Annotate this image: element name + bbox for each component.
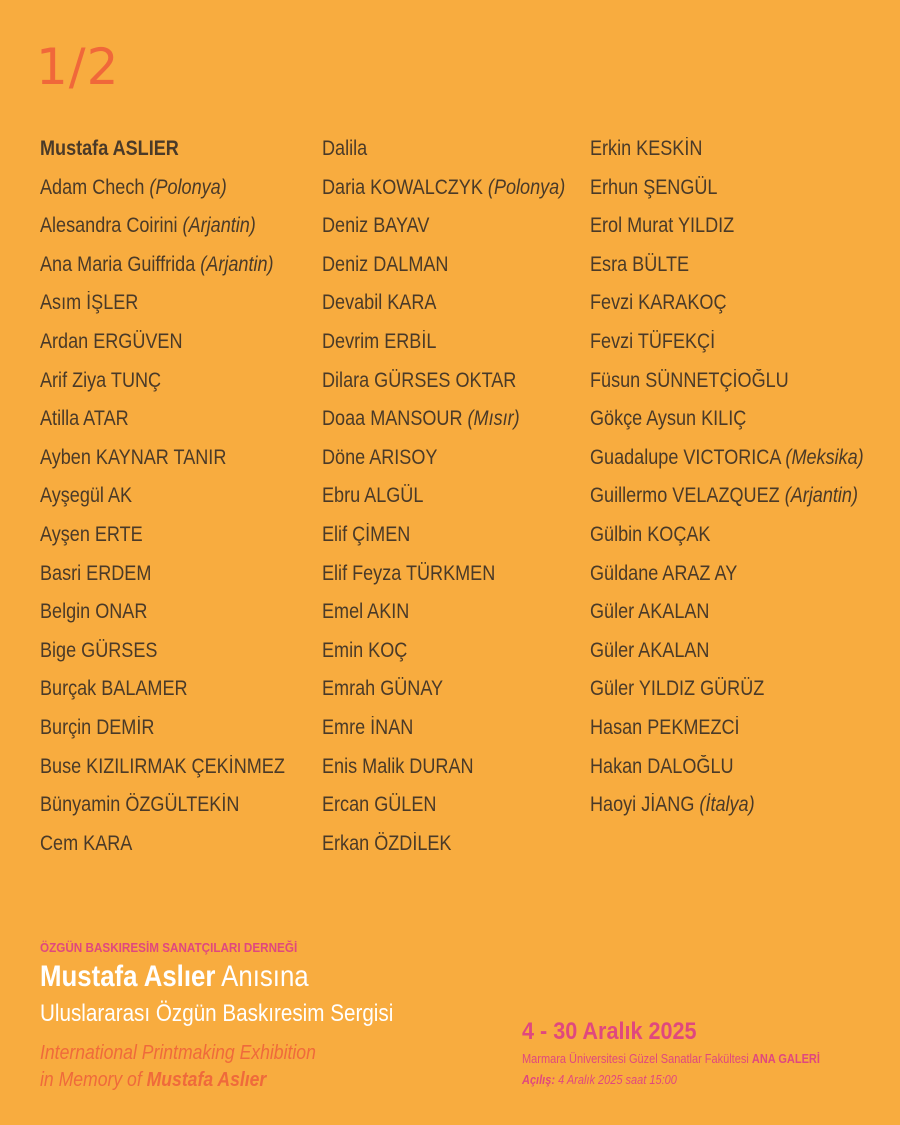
title-rest: Anısına	[221, 960, 309, 993]
artist-list-item	[40, 709, 285, 748]
artist-list-item	[40, 555, 285, 594]
artist-list-item	[40, 439, 285, 478]
artist-name: Atilla ATAR	[40, 407, 129, 431]
venue	[522, 1052, 820, 1066]
artist-name: Güler AKALAN	[590, 600, 710, 624]
artist-list-item	[40, 207, 285, 246]
artist-list-item	[40, 748, 285, 787]
artist-list-item	[40, 670, 285, 709]
artist-name: Belgin ONAR	[40, 600, 148, 624]
artist-name: Hakan DALOĞLU	[590, 754, 734, 778]
english-title-line-2	[40, 1069, 266, 1092]
artist-name: Ayşegül AK	[40, 484, 133, 508]
artist-list-item	[40, 246, 285, 285]
artist-list-column-1	[40, 130, 325, 863]
artist-list-item	[590, 130, 864, 169]
artist-list-item	[322, 670, 565, 709]
artist-list-item	[40, 593, 285, 632]
artist-name: Ercan GÜLEN	[322, 793, 437, 817]
artist-name: Guadalupe VICTORICA	[590, 445, 781, 469]
artist-list-column-3	[590, 130, 900, 825]
title-honoree: Mustafa Aslıer	[40, 960, 216, 993]
artist-list-item	[40, 632, 285, 671]
artist-list-item	[590, 323, 864, 362]
artist-country: (İtalya)	[699, 793, 755, 817]
artist-list-item	[590, 516, 864, 555]
english-title-honoree: Mustafa Aslıer	[146, 1069, 267, 1091]
artist-list-item	[590, 670, 864, 709]
artist-name: Bige GÜRSES	[40, 638, 158, 662]
artist-list-item	[590, 786, 864, 825]
artist-name: Burçin DEMİR	[40, 715, 155, 739]
artist-list-item	[590, 709, 864, 748]
artist-name: Basri ERDEM	[40, 561, 152, 585]
artist-name: Ayben KAYNAR TANIR	[40, 445, 227, 469]
artist-country: (Mısır)	[467, 407, 520, 431]
exhibition-title	[40, 960, 309, 994]
artist-list-item	[40, 825, 285, 864]
venue-gallery: ANA GALERİ	[751, 1052, 820, 1066]
artist-list-item	[590, 593, 864, 632]
artist-list-item	[590, 632, 864, 671]
artist-name: Döne ARISOY	[322, 445, 438, 469]
artist-list-item	[322, 284, 565, 323]
artist-name: Daria KOWALCZYK	[322, 175, 483, 199]
artist-list-item	[322, 632, 565, 671]
artist-list-item	[40, 516, 285, 555]
artist-name: Dilara GÜRSES OKTAR	[322, 368, 517, 392]
artist-name: Arif Ziya TUNÇ	[40, 368, 162, 392]
opening-time: 4 Aralık 2025 saat 15:00	[558, 1073, 677, 1087]
artist-name: Burçak BALAMER	[40, 677, 188, 701]
artist-name: Erkan ÖZDİLEK	[322, 831, 452, 855]
artist-list-item	[590, 362, 864, 401]
artist-country: (Arjantin)	[182, 214, 256, 238]
artist-country: (Meksika)	[785, 445, 864, 469]
artist-name: Alesandra Coirini	[40, 214, 178, 238]
artist-name: Güler AKALAN	[590, 638, 710, 662]
artist-name: Fevzi TÜFEKÇİ	[590, 329, 716, 353]
artist-list-item	[590, 284, 864, 323]
english-title-prefix: in Memory of	[40, 1069, 142, 1091]
artist-list-item	[322, 516, 565, 555]
artist-list-item	[590, 207, 864, 246]
page-number: 1/2	[36, 38, 120, 96]
artist-name: Fevzi KARAKOÇ	[590, 291, 727, 315]
artist-name: Emel AKIN	[322, 600, 410, 624]
artist-name: Hasan PEKMEZCİ	[590, 715, 740, 739]
artist-name: Adam Chech	[40, 175, 145, 199]
artist-list-item	[40, 477, 285, 516]
artist-list-item	[590, 477, 864, 516]
artist-list-item	[322, 748, 565, 787]
artist-list-item	[40, 169, 285, 208]
artist-country: (Polonya)	[149, 175, 227, 199]
opening-info	[522, 1073, 677, 1087]
artist-list-item	[322, 477, 565, 516]
artist-name: Deniz DALMAN	[322, 252, 449, 276]
artist-name: Esra BÜLTE	[590, 252, 690, 276]
artist-list-item	[322, 825, 565, 864]
artist-name: Devabil KARA	[322, 291, 437, 315]
artist-list-item	[322, 362, 565, 401]
artist-name: Ayşen ERTE	[40, 522, 143, 546]
artist-name: Cem KARA	[40, 831, 133, 855]
artist-list-item	[322, 169, 565, 208]
artist-list-item	[322, 439, 565, 478]
artist-name: Dalila	[322, 137, 368, 160]
artist-list-item	[40, 400, 285, 439]
artist-name: Ana Maria Guiffrida	[40, 252, 196, 276]
artist-list-item	[590, 555, 864, 594]
artist-name: Erkin KESKİN	[590, 137, 703, 160]
artist-name: Erhun ŞENGÜL	[590, 175, 718, 199]
artist-name: Elif Feyza TÜRKMEN	[322, 561, 496, 585]
artist-name: Buse KIZILIRMAK ÇEKİNMEZ	[40, 754, 285, 778]
artist-list-item	[322, 786, 565, 825]
artist-list-item	[40, 786, 285, 825]
exhibition-dates: 4 - 30 Aralık 2025	[522, 1018, 697, 1045]
organization-name: ÖZGÜN BASKIRESİM SANATÇILARI DERNEĞİ	[40, 940, 298, 955]
artist-name: Guillermo VELAZQUEZ	[590, 484, 780, 508]
artist-name: Mustafa ASLIER	[40, 137, 179, 160]
artist-country: (Arjantin)	[200, 252, 274, 276]
artist-name: Devrim ERBİL	[322, 329, 437, 353]
artist-list-item	[40, 362, 285, 401]
artist-list-item	[322, 593, 565, 632]
artist-list-item	[590, 439, 864, 478]
artist-list-item	[590, 169, 864, 208]
artist-name: Deniz BAYAV	[322, 214, 430, 238]
artist-list-item	[322, 400, 565, 439]
artist-list-item	[590, 748, 864, 787]
artist-list-item	[590, 246, 864, 285]
artist-name: Ebru ALGÜL	[322, 484, 424, 508]
opening-label: Açılış:	[522, 1073, 556, 1087]
artist-name: Güler YILDIZ GÜRÜZ	[590, 677, 765, 701]
artist-name: Emrah GÜNAY	[322, 677, 444, 701]
artist-name: Güldane ARAZ AY	[590, 561, 738, 585]
venue-name: Marmara Üniversitesi Güzel Sanatlar Fakültesi	[522, 1052, 749, 1066]
artist-list-item	[590, 400, 864, 439]
artist-name: Erol Murat YILDIZ	[590, 214, 735, 238]
artist-country: (Arjantin)	[784, 484, 858, 508]
artist-name: Gökçe Aysun KILIÇ	[590, 407, 747, 431]
artist-name: Enis Malik DURAN	[322, 754, 474, 778]
artist-name: Ardan ERGÜVEN	[40, 329, 183, 353]
artist-list-item	[322, 555, 565, 594]
artist-name: Elif ÇİMEN	[322, 522, 411, 546]
artist-list-item	[322, 130, 565, 169]
artist-country: (Polonya)	[487, 175, 566, 199]
artist-list-item	[40, 130, 285, 169]
artist-name: Haoyi JİANG	[590, 793, 695, 817]
artist-list-item	[40, 323, 285, 362]
english-title-line-1: International Printmaking Exhibition	[40, 1042, 316, 1064]
artist-name: Füsun SÜNNETÇİOĞLU	[590, 368, 789, 392]
artist-list-column-2	[322, 130, 605, 863]
artist-name: Emin KOÇ	[322, 638, 408, 662]
exhibition-subtitle: Uluslararası Özgün Baskıresim Sergisi	[40, 1000, 394, 1027]
artist-name: Bünyamin ÖZGÜLTEKİN	[40, 793, 240, 817]
artist-list-item	[322, 207, 565, 246]
artist-list-item	[322, 246, 565, 285]
artist-name: Emre İNAN	[322, 715, 414, 739]
artist-list-item	[322, 709, 565, 748]
artist-list-item	[40, 284, 285, 323]
artist-list-item	[322, 323, 565, 362]
artist-name: Doaa MANSOUR	[322, 407, 463, 431]
artist-name: Gülbin KOÇAK	[590, 522, 711, 546]
artist-name: Asım İŞLER	[40, 291, 139, 315]
